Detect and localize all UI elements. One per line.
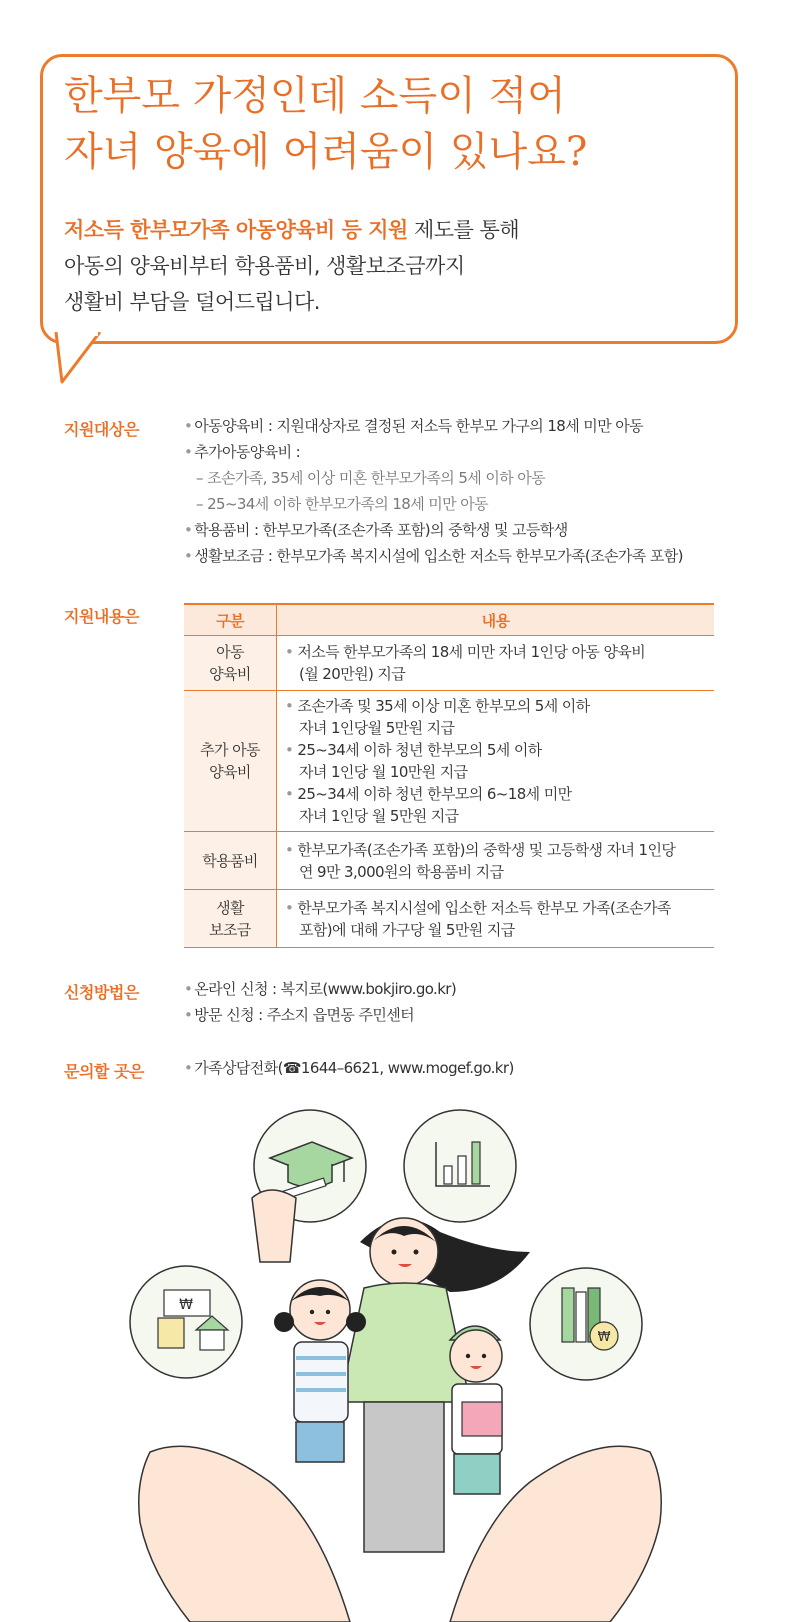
table-row [184,691,714,832]
family-illustration [0,1102,800,1622]
money-house-icon [130,1266,242,1378]
table-header-content: 내용 [277,604,715,636]
list-item: • 온라인 신청 : 복지로(www.bokjiro.go.kr) [184,980,457,998]
intro-line-2: 아동의 양육비부터 학용품비, 생활보조금까지 [64,254,465,278]
table-row [184,890,714,948]
support-table [184,603,714,948]
girl-figure [252,1190,366,1462]
list-subitem: – 25~34세 이하 한부모가족의 18세 미만 아동 [196,495,488,513]
section-label-contact: 문의할 곳은 [64,1062,144,1081]
contact-list [184,1055,514,1081]
table-cell-content: • 조손가족 및 35세 이상 미혼 한부모의 5세 이하 자녀 1인당월 5만원 지급 • 25~34세 이하 청년 한부모의 5세 이하 자녀 1인당 월 10만원 지급 • 25~34세 이하 청년 한부모의 6~18세 미만 자녀 1인당 월 5만원 지급 [277,691,715,832]
table-cell-content: • 한부모가족 복지시설에 입소한 저소득 한부모 가족(조손가족 포함)에 대해 가구당 월 5만원 지급 [277,890,715,948]
table-cell-category: 추가 아동 양육비 [184,691,277,832]
table-cell-category: 생활 보조금 [184,890,277,948]
page-title [64,68,587,180]
mother-figure [340,1218,530,1552]
boy-figure [450,1326,502,1494]
table-cell-content: • 한부모가족(조손가족 포함)의 중학생 및 고등학생 자녀 1인당 연 9만 3,000원의 학용품비 지급 [277,832,715,890]
title-line-2: 자녀 양육에 어려움이 있나요? [64,129,588,175]
intro-line-1: 제도를 통해 [407,218,520,242]
speech-bubble-tail [54,332,124,392]
table-row [184,832,714,890]
intro-line-3: 생활비 부담을 덜어드립니다. [64,290,320,314]
coin-won-symbol: ₩ [597,1330,611,1345]
section-label-target: 지원대상은 [64,420,139,439]
title-line-1: 한부모 가정인데 소득이 적어 [64,73,566,119]
list-subitem: – 조손가족, 35세 이상 미혼 한부모가족의 5세 이하 아동 [196,469,546,487]
target-list [184,413,683,569]
intro-text [64,212,519,320]
list-item: • 학용품비 : 한부모가족(조손가족 포함)의 중학생 및 고등학생 [184,521,568,539]
list-item: • 생활보조금 : 한부모가족 복지시설에 입소한 저소득 한부모가족(조손가족 포함) [184,547,683,565]
table-row [184,636,714,691]
intro-highlight: 저소득 한부모가족 아동양육비 등 지원 [64,218,408,242]
section-label-content: 지원내용은 [64,607,139,626]
section-label-apply: 신청방법은 [64,983,139,1002]
apply-list [184,976,456,1028]
books-coin-icon [530,1268,642,1380]
table-header-row [184,604,714,636]
table-cell-content: • 저소득 한부모가족의 18세 미만 자녀 1인당 아동 양육비 (월 20만원) 지급 [277,636,715,691]
list-item: • 추가아동양육비 : [184,443,301,461]
table-cell-category: 아동 양육비 [184,636,277,691]
list-item: • 가족상담전화(☎1644–6621, www.mogef.go.kr) [184,1059,514,1077]
bar-chart-icon [404,1110,516,1222]
list-item: • 방문 신청 : 주소지 읍면동 주민센터 [184,1006,415,1024]
table-cell-category: 학용품비 [184,832,277,890]
won-symbol: ₩ [179,1297,193,1313]
list-item: • 아동양육비 : 지원대상자로 결정된 저소득 한부모 가구의 18세 미만 아동 [184,417,644,435]
table-header-category: 구분 [184,604,277,636]
